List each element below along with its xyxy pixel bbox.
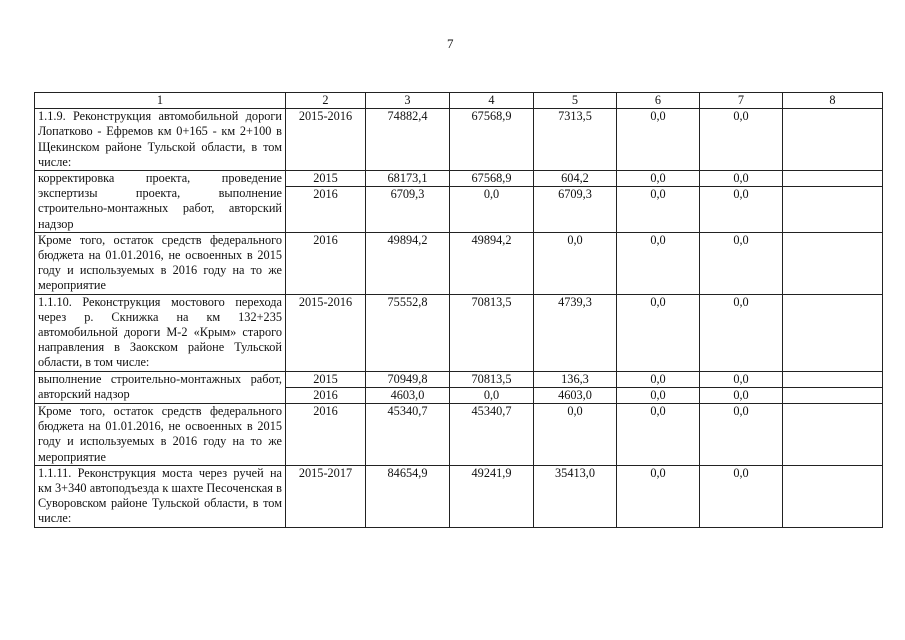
sub-period: 2015	[313, 171, 338, 186]
sub-value	[786, 171, 879, 186]
sub-value: 4603,0	[366, 387, 449, 403]
sub-value: 0,0	[617, 186, 699, 202]
value-cell: 0,0	[617, 404, 700, 466]
page-number: 7	[447, 36, 454, 51]
sub-value: 0,0	[733, 171, 749, 186]
period-cell: 2016	[286, 232, 366, 294]
table-row	[35, 294, 883, 371]
sub-period: 2015	[313, 371, 338, 386]
value-cell: 70813,5	[450, 294, 534, 371]
sub-value: 136,3	[561, 371, 589, 386]
period-cell: 2015-2016	[286, 109, 366, 171]
header-cell: 7	[700, 93, 783, 109]
sub-period: 2016	[286, 186, 365, 202]
value-cell	[534, 171, 617, 233]
value-cell: 67568,9	[450, 109, 534, 171]
value-cell	[783, 109, 883, 171]
value-cell	[450, 371, 534, 403]
value-cell: 74882,4	[366, 109, 450, 171]
value-cell: 35413,0	[534, 465, 617, 527]
header-cell: 2	[286, 93, 366, 109]
sub-value	[783, 387, 882, 403]
table-row	[35, 109, 883, 171]
sub-value: 0,0	[700, 186, 782, 202]
table-row	[35, 465, 883, 527]
value-cell: 49894,2	[366, 232, 450, 294]
period-cell: 2016	[286, 404, 366, 466]
value-cell: 7313,5	[534, 109, 617, 171]
header-cell: 6	[617, 93, 700, 109]
sub-value: 70949,8	[387, 371, 428, 386]
value-cell: 0,0	[617, 109, 700, 171]
sub-value: 6709,3	[534, 186, 616, 202]
sub-value	[783, 186, 882, 202]
value-cell: 0,0	[700, 465, 783, 527]
period-cell: 2015-2016	[286, 294, 366, 371]
row-description: выполнение строительно-монтажных работ, авторский надзор	[35, 371, 286, 403]
value-cell: 49894,2	[450, 232, 534, 294]
row-description: Кроме того, остаток средств федерального бюджета на 01.01.2016, не освоенных в 2015 году и используемых в 2016 году на то же мероприятие	[35, 232, 286, 294]
row-description: 1.1.9. Реконструкция автомобильной дороги Лопатково - Ефремов км 0+165 - км 2+100 в Щекинском районе Тульской области, в том числе:	[35, 109, 286, 171]
sub-value: 68173,1	[387, 171, 428, 186]
value-cell: 0,0	[617, 465, 700, 527]
sub-value: 604,2	[561, 171, 589, 186]
value-cell	[783, 294, 883, 371]
sub-value: 0,0	[733, 371, 749, 386]
value-cell	[450, 171, 534, 233]
value-cell: 0,0	[534, 232, 617, 294]
value-cell	[366, 171, 450, 233]
value-cell: 45340,7	[366, 404, 450, 466]
table-row	[35, 171, 883, 233]
value-cell: 0,0	[534, 404, 617, 466]
row-description: 1.1.11. Реконструкция моста через ручей на км 3+340 автоподъезда к шахте Песоченская в Суворовском районе Тульской области, в том числе:	[35, 465, 286, 527]
value-cell	[366, 371, 450, 403]
sub-value: 67568,9	[471, 171, 512, 186]
table-row	[35, 232, 883, 294]
value-cell	[617, 371, 700, 403]
sub-value: 0,0	[650, 171, 666, 186]
sub-value: 0,0	[450, 387, 533, 403]
header-cell: 3	[366, 93, 450, 109]
value-cell: 0,0	[617, 232, 700, 294]
table-row	[35, 404, 883, 466]
value-cell: 4739,3	[534, 294, 617, 371]
value-cell: 0,0	[617, 294, 700, 371]
value-cell: 45340,7	[450, 404, 534, 466]
value-cell	[783, 404, 883, 466]
value-cell: 49241,9	[450, 465, 534, 527]
row-description: корректировка проекта, проведение экспертизы проекта, выполнение строительно-монтажных работ, авторский надзор	[35, 171, 286, 233]
period-cell: 2015-2017	[286, 465, 366, 527]
value-cell: 0,0	[700, 109, 783, 171]
sub-value: 0,0	[450, 186, 533, 202]
sub-value	[786, 372, 879, 387]
table-header-row	[35, 93, 883, 109]
sub-period: 2016	[286, 387, 365, 403]
header-cell: 8	[783, 93, 883, 109]
value-cell	[783, 171, 883, 233]
sub-value: 0,0	[650, 371, 666, 386]
value-cell	[700, 371, 783, 403]
sub-value: 0,0	[617, 387, 699, 403]
period-cell	[286, 171, 366, 233]
value-cell	[783, 232, 883, 294]
value-cell: 0,0	[700, 294, 783, 371]
header-cell: 5	[534, 93, 617, 109]
sub-value: 70813,5	[471, 371, 512, 386]
header-cell: 1	[35, 93, 286, 109]
value-cell	[783, 371, 883, 403]
sub-value: 6709,3	[366, 186, 449, 202]
value-cell: 0,0	[700, 232, 783, 294]
row-description: Кроме того, остаток средств федерального бюджета на 01.01.2016, не освоенных в 2015 году и используемых в 2016 году на то же мероприятие	[35, 404, 286, 466]
value-cell	[700, 171, 783, 233]
value-cell	[783, 465, 883, 527]
sub-value: 4603,0	[534, 387, 616, 403]
value-cell: 84654,9	[366, 465, 450, 527]
row-description: 1.1.10. Реконструкция мостового перехода через р. Скнижка на км 132+235 автомобильной дороги М-2 «Крым» старого направления в Заокском районе Тульской области, в том числе:	[35, 294, 286, 371]
period-cell	[286, 371, 366, 403]
value-cell	[617, 171, 700, 233]
value-cell: 0,0	[700, 404, 783, 466]
budget-table	[34, 92, 883, 528]
header-cell: 4	[450, 93, 534, 109]
value-cell	[534, 371, 617, 403]
value-cell: 75552,8	[366, 294, 450, 371]
table-row	[35, 371, 883, 403]
sub-value: 0,0	[700, 387, 782, 403]
